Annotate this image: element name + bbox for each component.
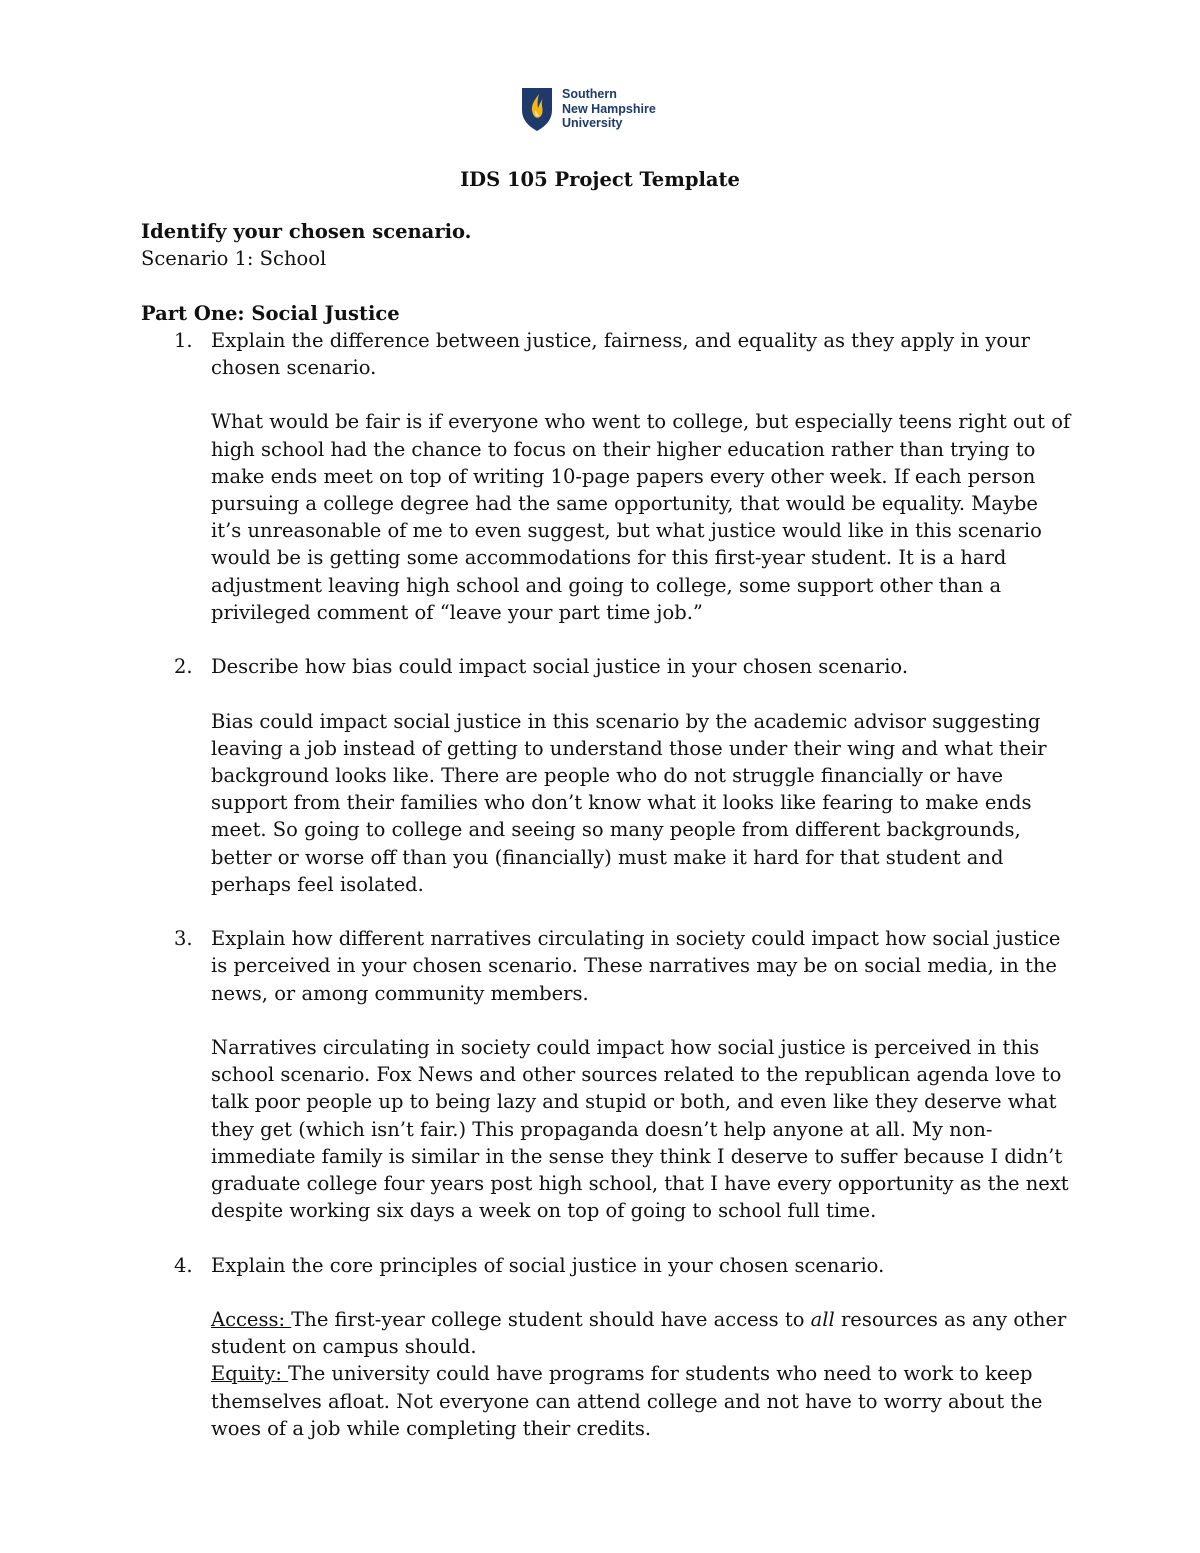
question-text: Explain the core principles of social justice in your chosen scenario. xyxy=(211,1253,885,1277)
university-wordmark xyxy=(562,87,656,131)
access-principle xyxy=(211,1306,1071,1360)
equity-text: The university could have programs for students who need to work to keep themselves afloat. Not everyone can attend college and not have to worry about the woes of a job while completing their credits. xyxy=(211,1362,1043,1440)
wordmark-line-1: Southern xyxy=(562,87,617,102)
wordmark-line-2: New Hampshire xyxy=(562,101,656,116)
equity-label: Equity: xyxy=(211,1362,289,1386)
access-emphasis: all xyxy=(810,1308,835,1331)
shield-flame-icon xyxy=(520,86,554,132)
document-title: IDS 105 Project Template xyxy=(460,168,740,191)
question-number: 2. xyxy=(174,655,193,679)
question-text: Describe how bias could impact social justice in your chosen scenario. xyxy=(211,655,909,679)
question-text: Explain the difference between justice, fairness, and equality as they apply in your chosen scenario. xyxy=(211,328,1030,379)
access-text-after: resources as any other student on campus should. xyxy=(211,1308,1067,1359)
question-number: 1. xyxy=(174,328,193,352)
question-text: Explain how different narratives circulating in society could impact how social justice is perceived in your chosen scenario. These narratives may be on social media, in the news, or among community members. xyxy=(211,927,1061,1005)
document-body xyxy=(141,218,1071,1442)
question-number: 4. xyxy=(174,1253,193,1277)
answer-text: What would be fair is if everyone who went to college, but especially teens right out of high school had the chance to focus on their higher education rather than trying to make ends meet on top of writing 10-page papers every other week. If each person pursuing a college degree had the same opportunity, that would be equality. Maybe it’s unreasonable of me to even suggest, but what justice would like in this scenario would be is getting some accommodations for this first-year student. It is a hard adjustment leaving high school and going to college, some support other than a privileged comment of “leave your part time job.” xyxy=(211,410,1071,624)
question-item-3 xyxy=(141,925,1071,1224)
question-number: 3. xyxy=(174,927,193,951)
answer-text: Bias could impact social justice in this scenario by the academic advisor suggesting leaving a job instead of getting to understand those under their wing and what their background looks like. There are people who do not struggle financially or have support from their families who don’t know what it looks like fearing to make ends meet. So going to college and seeing so many people from different backgrounds, better or worse off than you (financially) must make it hard for that student and perhaps feel isolated. xyxy=(211,709,1047,896)
question-item-1 xyxy=(141,327,1071,626)
scenario-value: Scenario 1: School xyxy=(141,247,327,271)
question-item-4 xyxy=(141,1252,1071,1442)
scenario-heading: Identify your chosen scenario. xyxy=(141,220,472,243)
access-text-before: The first-year college student should have access to xyxy=(291,1308,811,1331)
part-one-heading: Part One: Social Justice xyxy=(141,301,400,325)
university-logo xyxy=(520,84,690,134)
equity-principle xyxy=(211,1360,1071,1442)
wordmark-line-3: University xyxy=(562,116,623,131)
question-item-2 xyxy=(141,653,1071,898)
access-label: Access: xyxy=(211,1308,292,1331)
answer-text: Narratives circulating in society could impact how social justice is perceived in this school scenario. Fox News and other sources related to the republican agenda love to talk poor people up to being lazy and stupid or both, and even like they deserve what they get (which isn’t fair.) This propaganda doesn’t help anyone at all. My non-immediate family is similar in the sense they think I deserve to suffer because I didn’t graduate college four years post high school, that I have every opportunity as the next despite working six days a week on top of going to school full time. xyxy=(211,1036,1069,1223)
